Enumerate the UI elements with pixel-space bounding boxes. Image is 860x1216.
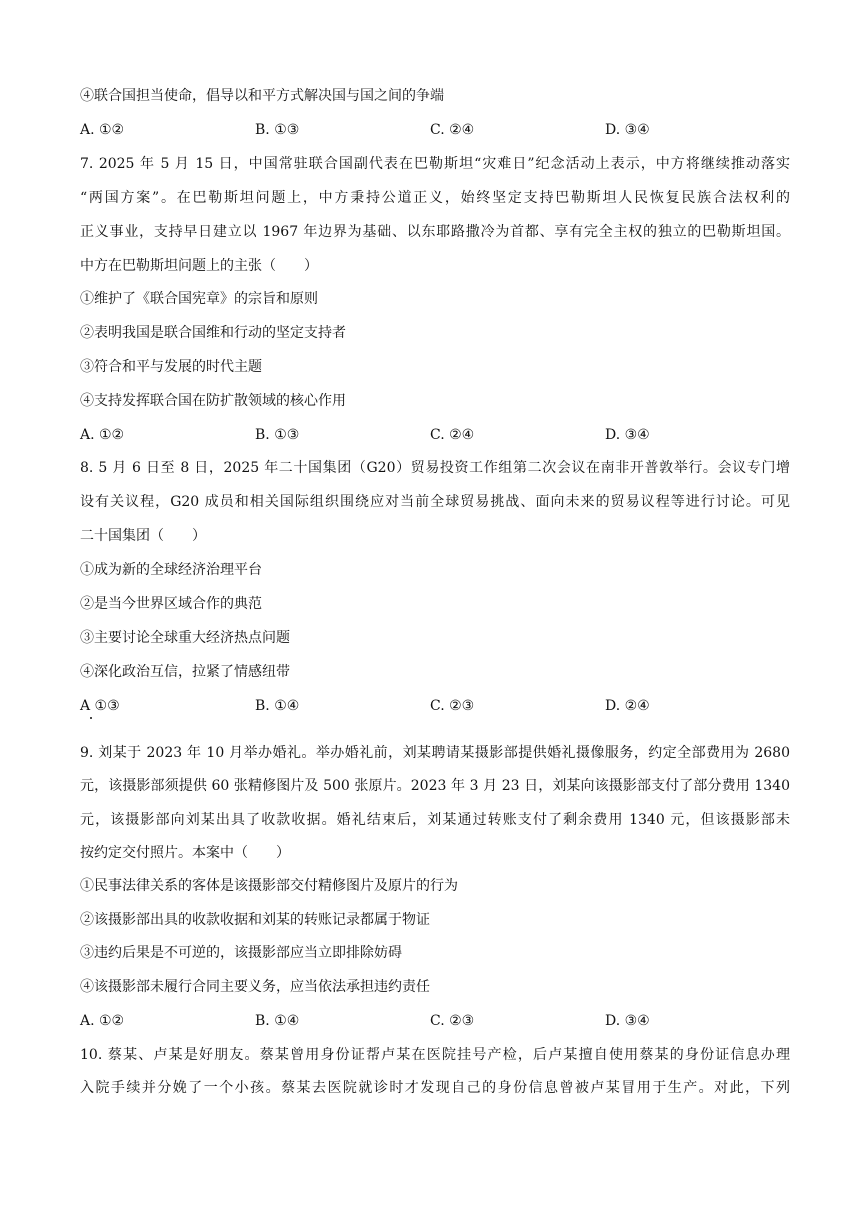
q8-item-3: ③主要讨论全球重大经济热点问题	[80, 630, 290, 646]
q8-option-a[interactable]: A ①③	[80, 698, 120, 714]
q7-stem-line-3: 正义事业，支持早日建立以 1967 年边界为基础、以东耶路撒冷为首都、享有完全主权的独立的巴勒斯坦国。	[80, 224, 790, 240]
q10-stem-line-2: 入院手续并分娩了一个小孩。蔡某去医院就诊时才发现自己的身份信息曾被卢某冒用于生产。对此，下列	[80, 1080, 790, 1096]
q8-item-4: ④深化政治互信，拉紧了情感纽带	[80, 664, 290, 680]
q7-item-2: ②表明我国是联合国维和行动的坚定支持者	[80, 325, 346, 341]
q7-option-d[interactable]: D. ③④	[605, 427, 650, 443]
q9-item-4: ④该摄影部未履行合同主要义务，应当依法承担违约责任	[80, 979, 430, 995]
q7-option-a[interactable]: A. ①②	[80, 427, 125, 443]
q7-stem-line-1: 7. 2025 年 5 月 15 日，中国常驻联合国副代表在巴勒斯坦“灾难日”纪念活动上表示，中方将继续推动落实	[80, 156, 790, 172]
q9-stem-line-2: 元，该摄影部须提供 60 张精修图片及 500 张原片。2023 年 3 月 23 日，刘某向该摄影部支付了部分费用 1340	[80, 778, 790, 794]
q8-stem-line-2: 设有关议程，G20 成员和相关国际组织围绕应对当前全球贸易挑战、面向未来的贸易议程等进行讨论。可见	[80, 494, 790, 510]
q8-item-1: ①成为新的全球经济治理平台	[80, 562, 262, 578]
q7-item-3: ③符合和平与发展的时代主题	[80, 359, 262, 375]
q7-item-4: ④支持发挥联合国在防扩散领域的核心作用	[80, 393, 346, 409]
q7-stem-line-4: 中方在巴勒斯坦问题上的主张（ ）	[80, 258, 318, 274]
q9-option-a[interactable]: A. ①②	[80, 1013, 125, 1029]
q8-item-2: ②是当今世界区域合作的典范	[80, 596, 262, 612]
q9-item-1: ①民事法律关系的客体是该摄影部交付精修图片及原片的行为	[80, 878, 458, 894]
q8-stem-line-3: 二十国集团（ ）	[80, 528, 206, 544]
q9-stem-line-4: 按约定交付照片。本案中（ ）	[80, 845, 290, 861]
q7-option-b[interactable]: B. ①③	[255, 427, 300, 443]
q9-option-d[interactable]: D. ③④	[605, 1013, 650, 1029]
q6-option-d[interactable]: D. ③④	[605, 122, 650, 138]
q6-option-a[interactable]: A. ①②	[80, 122, 125, 138]
q10-stem-line-1: 10. 蔡某、卢某是好朋友。蔡某曾用身份证帮卢某在医院挂号产检，后卢某擅自使用蔡某的身份证信息办理	[80, 1047, 790, 1063]
q8-stem-line-1: 8. 5 月 6 日至 8 日，2025 年二十国集团（G20）贸易投资工作组第二次会议在南非开普敦举行。会议专门增	[80, 460, 790, 476]
stray-dot-mark	[90, 717, 92, 719]
q9-stem-line-3: 元，该摄影部向刘某出具了收款收据。婚礼结束后，刘某通过转账支付了剩余费用 1340 元，但该摄影部未	[80, 812, 790, 828]
q6-item-4: ④联合国担当使命，倡导以和平方式解决国与国之间的争端	[80, 88, 444, 104]
q7-stem-line-2: “两国方案”。在巴勒斯坦问题上，中方秉持公道正义，始终坚定支持巴勒斯坦人民恢复民族合法权利的	[80, 190, 790, 206]
q9-item-2: ②该摄影部出具的收款收据和刘某的转账记录都属于物证	[80, 912, 430, 928]
q9-stem-line-1: 9. 刘某于 2023 年 10 月举办婚礼。举办婚礼前，刘某聘请某摄影部提供婚礼摄像服务，约定全部费用为 2680	[80, 745, 790, 761]
q8-option-c[interactable]: C. ②③	[430, 698, 475, 714]
q7-option-c[interactable]: C. ②④	[430, 427, 475, 443]
q9-option-b[interactable]: B. ①④	[255, 1013, 300, 1029]
q8-option-b[interactable]: B. ①④	[255, 698, 300, 714]
q9-option-c[interactable]: C. ②③	[430, 1013, 475, 1029]
q7-item-1: ①维护了《联合国宪章》的宗旨和原则	[80, 291, 318, 307]
q6-option-c[interactable]: C. ②④	[430, 122, 475, 138]
q6-option-b[interactable]: B. ①③	[255, 122, 300, 138]
q8-option-d[interactable]: D. ②④	[605, 698, 650, 714]
q9-item-3: ③违约后果是不可逆的，该摄影部应当立即排除妨碍	[80, 945, 402, 961]
